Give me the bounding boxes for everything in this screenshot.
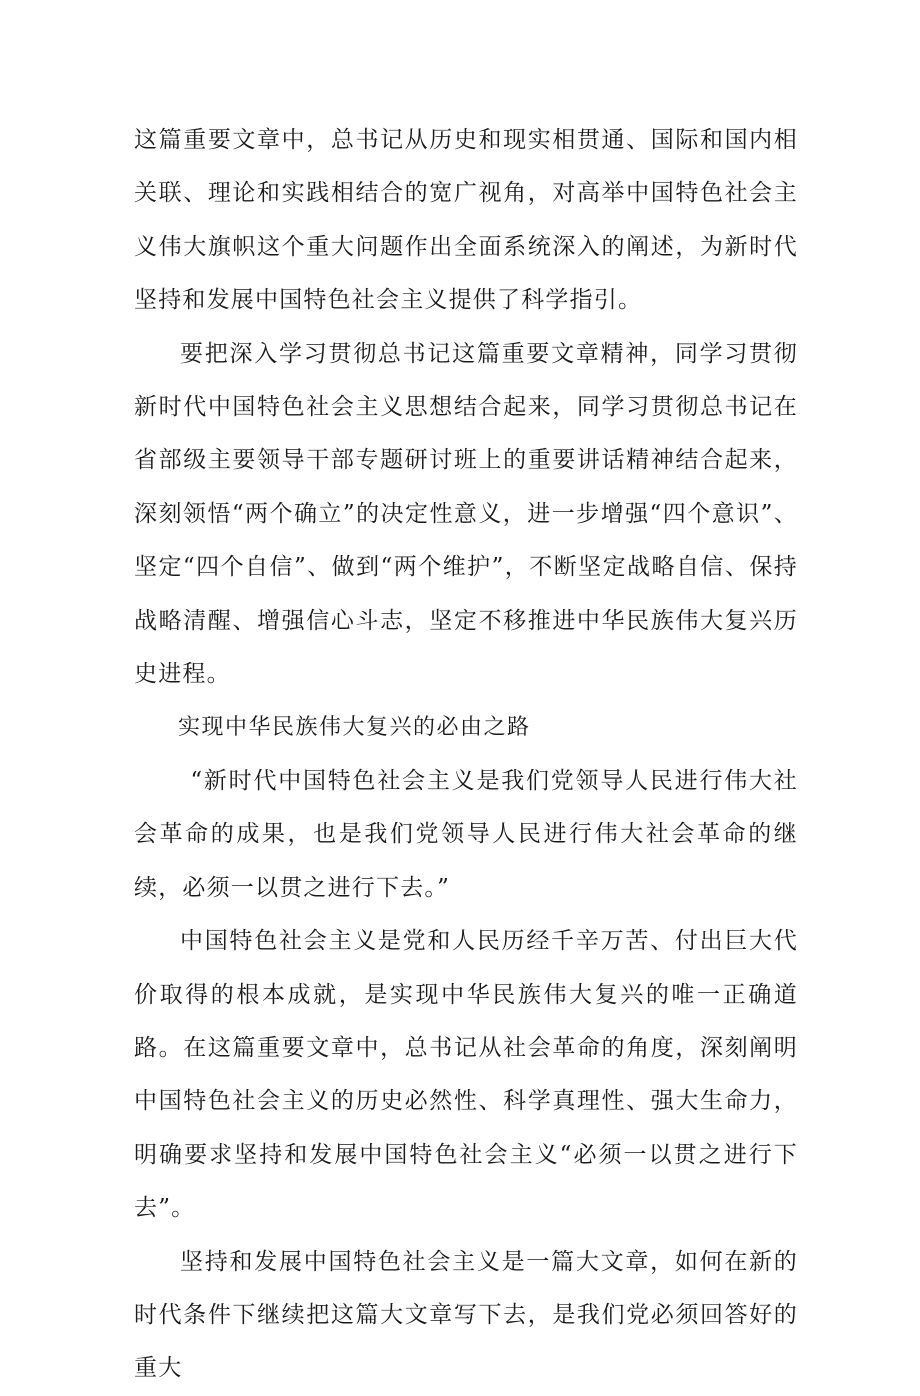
quote-paragraph: “新时代中国特色社会主义是我们党领导人民进行伟大社会革命的成果，也是我们党领导人民进行伟大社会革命的继续，必须一以贯之进行下去。” — [134, 767, 798, 901]
section-heading: 实现中华民族伟大复兴的必由之路 — [178, 715, 531, 741]
paragraph-1: 这篇重要文章中，总书记从历史和现实相贯通、国际和国内相关联、理论和实践相结合的宽广视角，对高举中国特色社会主义伟大旗帜这个重大问题作出全面系统深入的阐述，为新时代坚持和发展中国特色社会主义提供了科学指引。 — [134, 127, 798, 314]
paragraph-4: 坚持和发展中国特色社会主义是一篇大文章，如何在新的时代条件下继续把这篇大文章写下去，是我们党必须回答好的重大 — [134, 1248, 798, 1382]
paragraph-3: 中国特色社会主义是党和人民历经千辛万苦、付出巨大代价取得的根本成就，是实现中华民族伟大复兴的唯一正确道路。在这篇重要文章中，总书记从社会革命的角度，深刻阐明中国特色社会主义的历史必然性、科学真理性、强大生命力，明确要求坚持和发展中国特色社会主义“必须一以贯之进行下去”。 — [134, 928, 798, 1222]
document-body — [134, 114, 798, 1396]
paragraph-2: 要把深入学习贯彻总书记这篇重要文章精神，同学习贯彻新时代中国特色社会主义思想结合起来，同学习贯彻总书记在省部级主要领导干部专题研讨班上的重要讲话精神结合起来，深刻领悟“两个确立”的决定性意义，进一步增强“四个意识”、坚定“四个自信”、做到“两个维护”，不断坚定战略自信、保持战略清醒、增强信心斗志，坚定不移推进中华民族伟大复兴历史进程。 — [134, 340, 798, 688]
